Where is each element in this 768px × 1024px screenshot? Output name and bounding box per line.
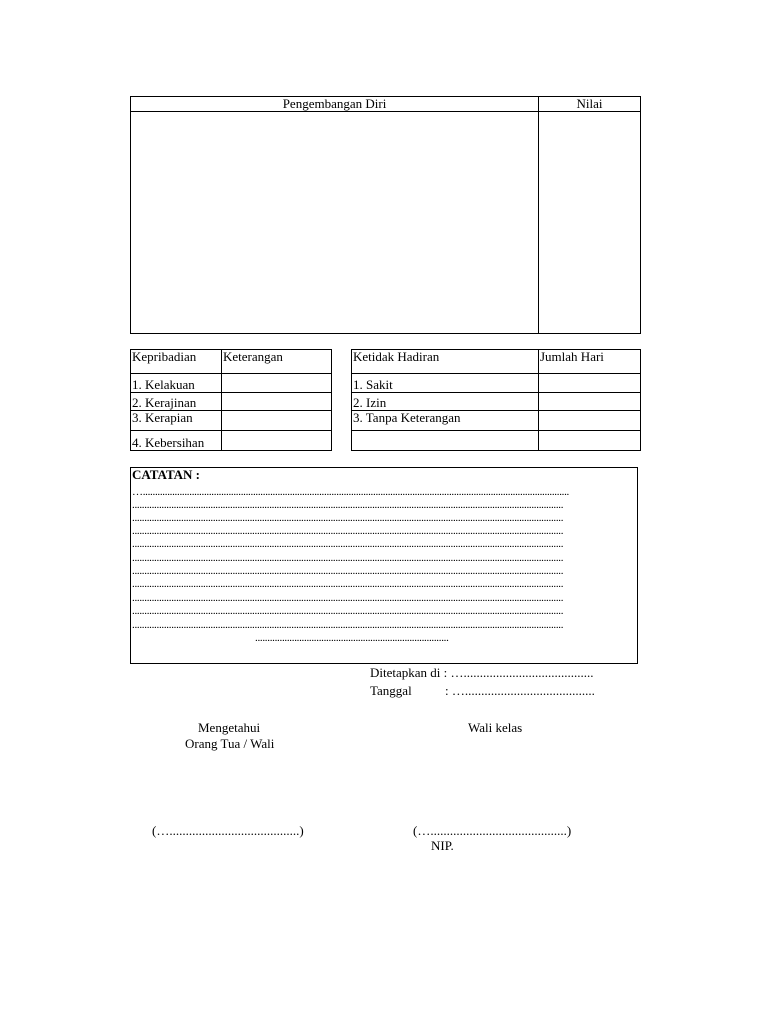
- notes-title: CATATAN :: [132, 467, 201, 482]
- notes-line: ................................................................................................................................................................................: [132, 592, 564, 604]
- notes-line: ................................................................................................................................................................................: [132, 512, 564, 524]
- personality-row-value[interactable]: [222, 431, 332, 451]
- absence-header: Ketidak Hadiran: [352, 350, 539, 374]
- place-label: Ditetapkan di : …........................................: [370, 665, 594, 680]
- notes-box[interactable]: [130, 467, 638, 664]
- personality-header: Kepribadian: [131, 350, 222, 374]
- notes-line: ................................................................................................................................................................................: [132, 525, 564, 537]
- absence-row-value[interactable]: [539, 393, 641, 411]
- date-value: : …........................................: [445, 683, 595, 698]
- personality-row-label: 1. Kelakuan: [131, 374, 222, 393]
- absence-row-label: [352, 431, 539, 451]
- absence-row-label: 1. Sakit: [352, 374, 539, 393]
- absence-row-value[interactable]: [539, 431, 641, 451]
- score-cell[interactable]: [539, 112, 641, 334]
- nip-label: NIP.: [431, 838, 454, 853]
- notes-line: ................................................................................................................................................................................: [132, 605, 564, 617]
- personality-row-value[interactable]: [222, 393, 332, 411]
- absence-table: [351, 349, 641, 451]
- notes-line: ................................................................................................................................................................................: [132, 565, 564, 577]
- notes-line: ................................................................................................................................................................................: [132, 538, 564, 550]
- parent-signature-line: (…........................................): [152, 823, 304, 838]
- date-label: Tanggal: [370, 683, 412, 698]
- development-header: Pengembangan Diri: [131, 97, 539, 112]
- remarks-header: Keterangan: [222, 350, 332, 374]
- personality-row-value[interactable]: [222, 374, 332, 393]
- personality-row-label: 4. Kebersihan: [131, 431, 222, 451]
- absence-row-label: 3. Tanpa Keterangan: [352, 411, 539, 431]
- personality-row-value[interactable]: [222, 411, 332, 431]
- teacher-signature-line: (…..........................................): [413, 823, 572, 838]
- notes-line: ................................................................................................................................................................................: [132, 619, 564, 631]
- notes-line: ................................................................................................................................................................................: [132, 552, 564, 564]
- notes-line: …..............................................................................................................................................................................: [132, 486, 570, 498]
- personality-row-label: 3. Kerapian: [131, 411, 222, 431]
- absence-row-value[interactable]: [539, 411, 641, 431]
- development-cell[interactable]: [131, 112, 539, 334]
- days-header: Jumlah Hari: [539, 350, 641, 374]
- parent-label: Orang Tua / Wali: [185, 736, 275, 751]
- development-table: [130, 96, 641, 334]
- personality-row-label: 2. Kerajinan: [131, 393, 222, 411]
- notes-line-last: ...............................................................................: [255, 632, 449, 644]
- absence-row-label: 2. Izin: [352, 393, 539, 411]
- notes-line: ................................................................................................................................................................................: [132, 578, 564, 590]
- notes-line: ................................................................................................................................................................................: [132, 499, 564, 511]
- personality-table: [130, 349, 332, 451]
- homeroom-label: Wali kelas: [468, 720, 523, 735]
- acknowledged-label: Mengetahui: [198, 720, 261, 735]
- absence-row-value[interactable]: [539, 374, 641, 393]
- score-header: Nilai: [539, 97, 641, 112]
